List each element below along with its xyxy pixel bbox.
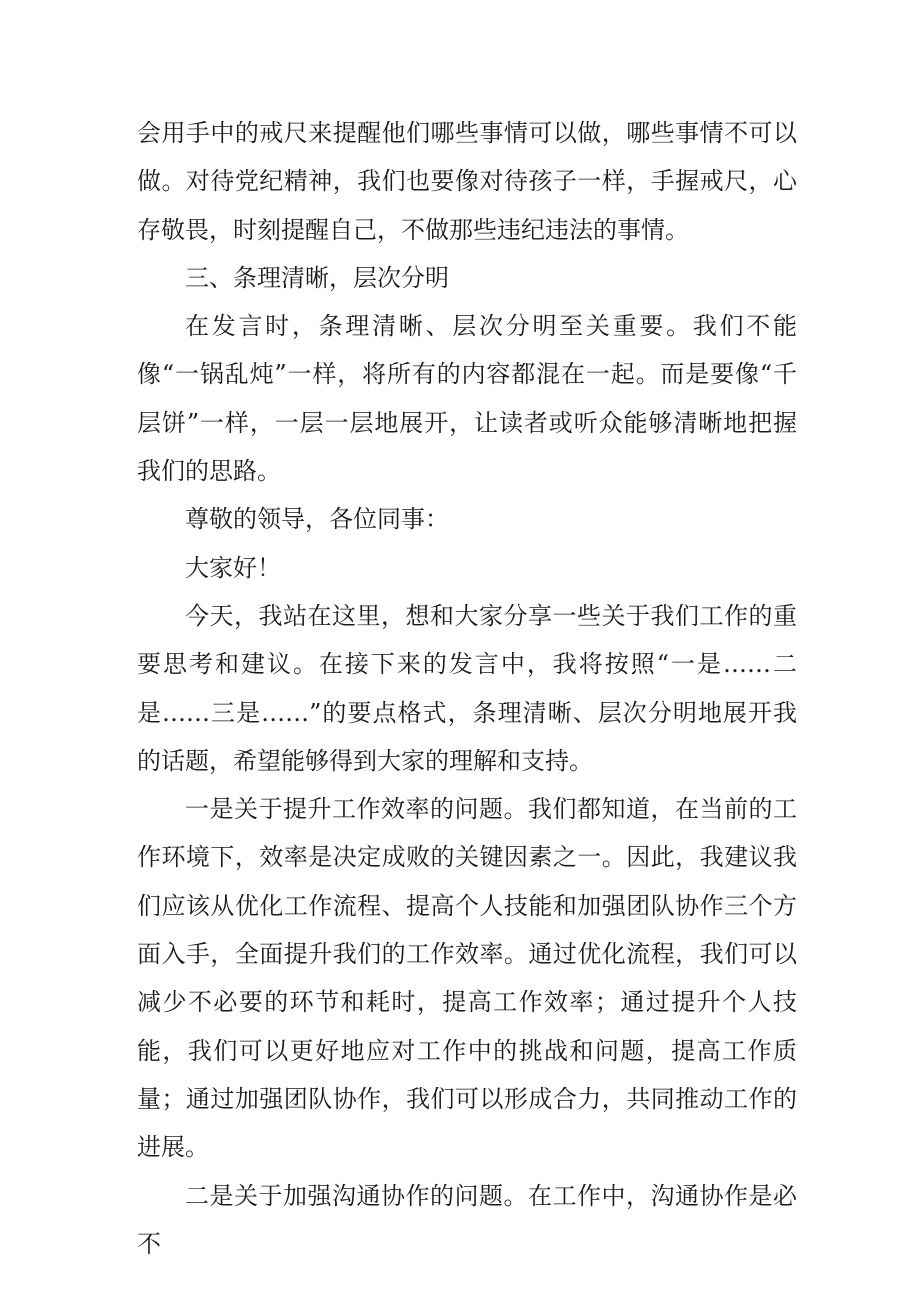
greeting: 大家好！ <box>185 553 281 582</box>
document-body <box>137 109 797 1268</box>
salutation: 尊敬的领导，各位同事： <box>185 505 449 534</box>
paragraph: 一是关于提升工作效率的问题。我们都知道，在当前的工作环境下，效率是决定成败的关键因素之一。因此，我建议我们应该从优化工作流程、提高个人技能和加强团队协作三个方面入手，全面提升我们的工作效率。通过优化流程，我们可以减少不必要的环节和耗时，提高工作效率；通过提升个人技能，我们可以更好地应对工作中的挑战和问题，提高工作质量；通过加强团队协作，我们可以形成合力，共同推动工作的进展。 <box>137 795 797 1162</box>
paragraph: 在发言时，条理清晰、层次分明至关重要。我们不能像“一锅乱炖”一样，将所有的内容都混在一起。而是要像“千层饼”一样，一层一层地展开，让读者或听众能够清晰地把握我们的思路。 <box>137 312 797 486</box>
paragraph: 今天，我站在这里，想和大家分享一些关于我们工作的重要思考和建议。在接下来的发言中，我将按照“一是……二是……三是……”的要点格式，条理清晰、层次分明地展开我的话题，希望能够得到大家的理解和支持。 <box>137 601 797 775</box>
section-heading: 三、条理清晰，层次分明 <box>185 263 449 292</box>
paragraph-continuation: 会用手中的戒尺来提醒他们哪些事情可以做，哪些事情不可以做。对待党纪精神，我们也要像对待孩子一样，手握戒尺，心存敬畏，时刻提醒自己，不做那些违纪违法的事情。 <box>137 119 797 244</box>
paragraph: 二是关于加强沟通协作的问题。在工作中，沟通协作是必不 <box>137 1181 797 1258</box>
